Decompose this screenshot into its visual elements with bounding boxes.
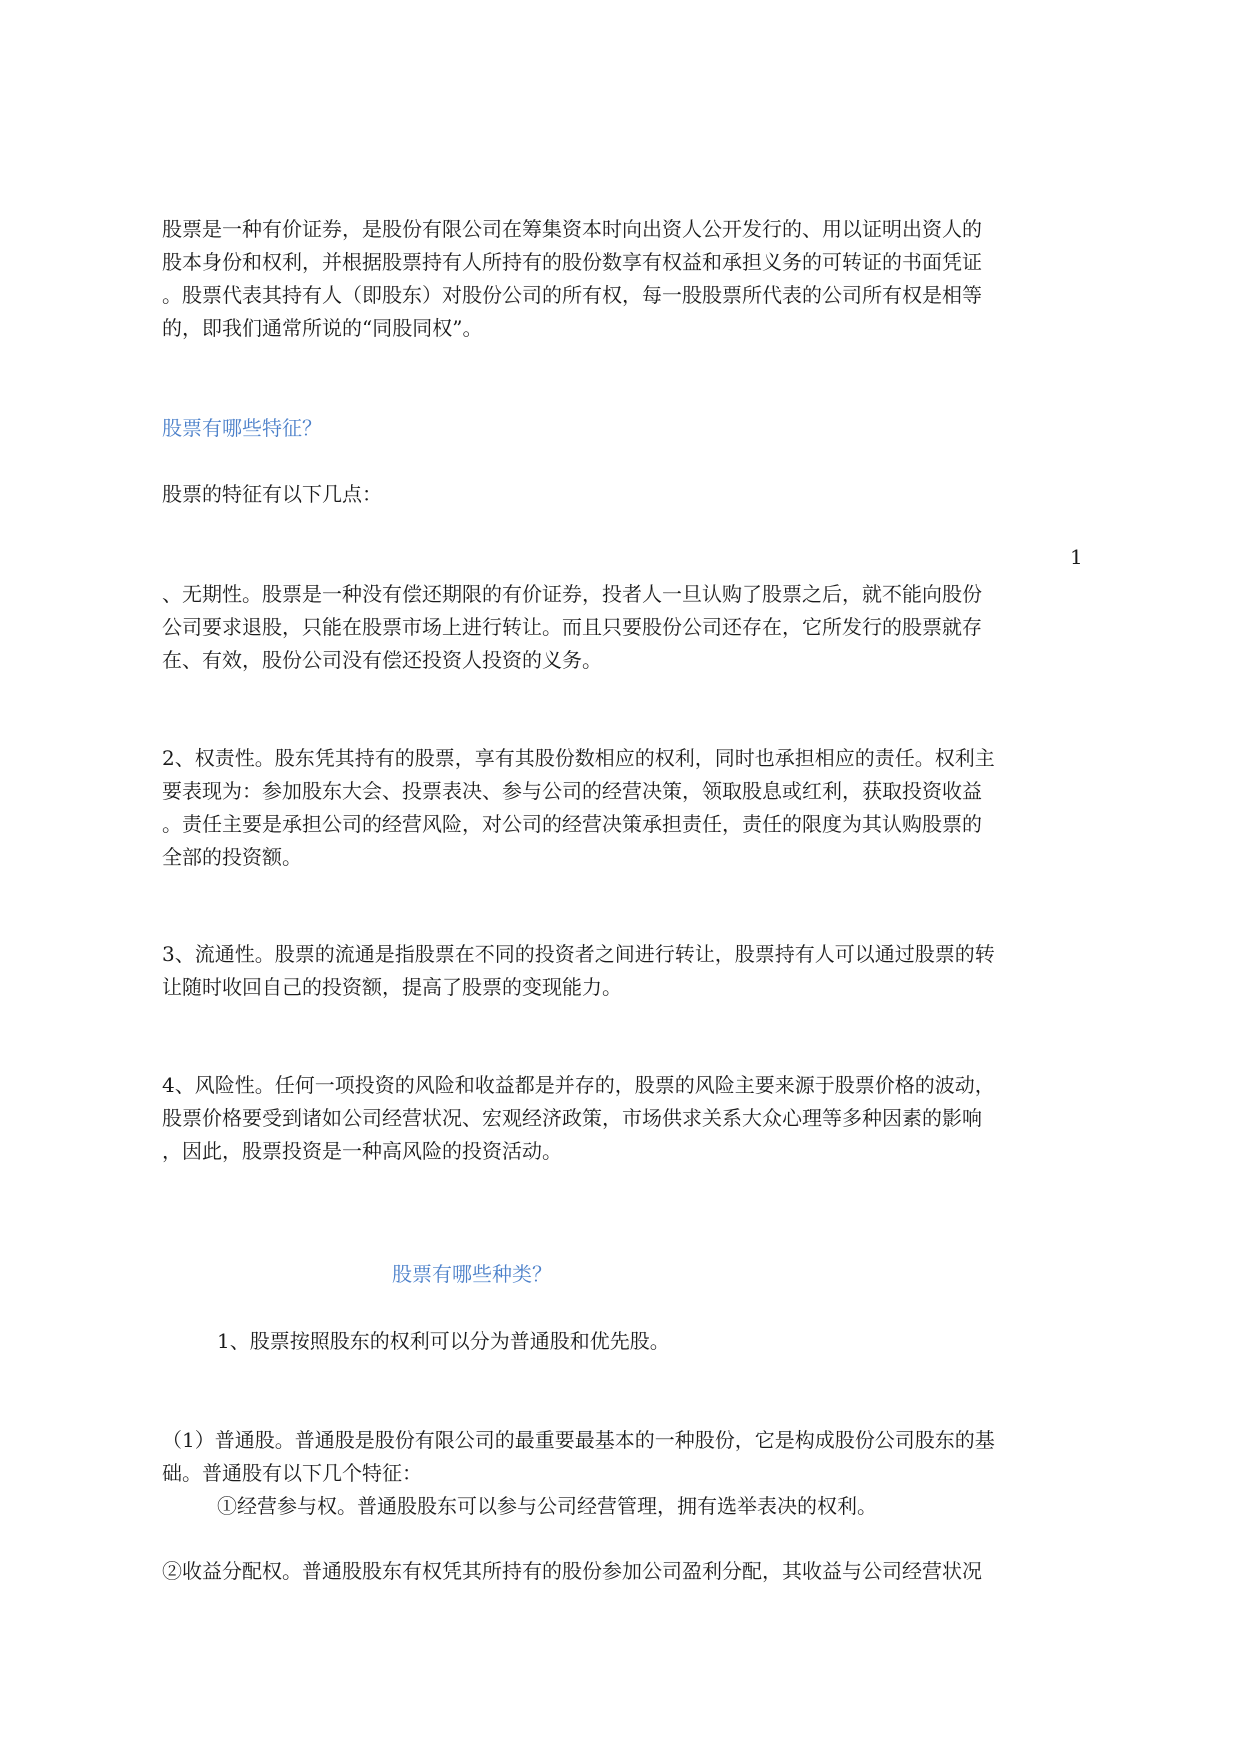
- intro-line: 的，即我们通常所说的“同股同权”。: [162, 316, 483, 340]
- feature2-line: 要表现为：参加股东大会、投票表决、参与公司的经营决策，领取股息或红利，获取投资收益: [162, 779, 982, 803]
- right-profit-distribution: ②收益分配权。普通股股东有权凭其所持有的股份参加公司盈利分配，其收益与公司经营状况: [162, 1559, 982, 1583]
- feature4-line: 股票价格要受到诸如公司经营状况、宏观经济政策，市场供求关系大众心理等多种因素的影响: [162, 1106, 982, 1130]
- types-item-1: 1、股票按照股东的权利可以分为普通股和优先股。: [217, 1329, 670, 1353]
- feature2-line: 。责任主要是承担公司的经营风险，对公司的经营决策承担责任，责任的限度为其认购股票的: [162, 812, 982, 836]
- feature4-line: 4、风险性。任何一项投资的风险和收益都是并存的，股票的风险主要来源于股票价格的波动，: [162, 1073, 995, 1097]
- feature1-line: 公司要求退股，只能在股票市场上进行转让。而且只要股份公司还存在，它所发行的股票就存: [162, 615, 982, 639]
- feature1-line: 、无期性。股票是一种没有偿还期限的有价证券，投者人一旦认购了股票之后，就不能向股份: [162, 582, 982, 606]
- common-stock-line: 础。普通股有以下几个特征：: [162, 1461, 422, 1485]
- intro-line: 股本身份和权利，并根据股票持有人所持有的股份数享有权益和承担义务的可转证的书面凭证: [162, 250, 982, 274]
- feature2-line: 2、权责性。股东凭其持有的股票，享有其股份数相应的权利，同时也承担相应的责任。权利主: [162, 746, 995, 770]
- right-management-participation: ①经营参与权。普通股股东可以参与公司经营管理，拥有选举表决的权利。: [217, 1494, 877, 1518]
- page-number: 1: [1070, 545, 1083, 569]
- feature2-line: 全部的投资额。: [162, 845, 302, 869]
- feature4-line: ，因此，股票投资是一种高风险的投资活动。: [162, 1139, 562, 1163]
- feature1-line: 在、有效，股份公司没有偿还投资人投资的义务。: [162, 648, 602, 672]
- intro-line: 股票是一种有价证券，是股份有限公司在筹集资本时向出资人公开发行的、用以证明出资人的: [162, 217, 982, 241]
- section-heading-features: 股票有哪些特征？: [162, 416, 322, 440]
- common-stock-line: （1）普通股。普通股是股份有限公司的最重要最基本的一种股份，它是构成股份公司股东的基: [162, 1428, 995, 1452]
- feature3-line: 3、流通性。股票的流通是指股票在不同的投资者之间进行转让，股票持有人可以通过股票的转: [162, 942, 995, 966]
- feature3-line: 让随时收回自己的投资额，提高了股票的变现能力。: [162, 975, 622, 999]
- intro-line: 。股票代表其持有人（即股东）对股份公司的所有权，每一股股票所代表的公司所有权是相等: [162, 283, 982, 307]
- features-intro: 股票的特征有以下几点：: [162, 482, 382, 506]
- section-heading-types: 股票有哪些种类？: [392, 1262, 552, 1286]
